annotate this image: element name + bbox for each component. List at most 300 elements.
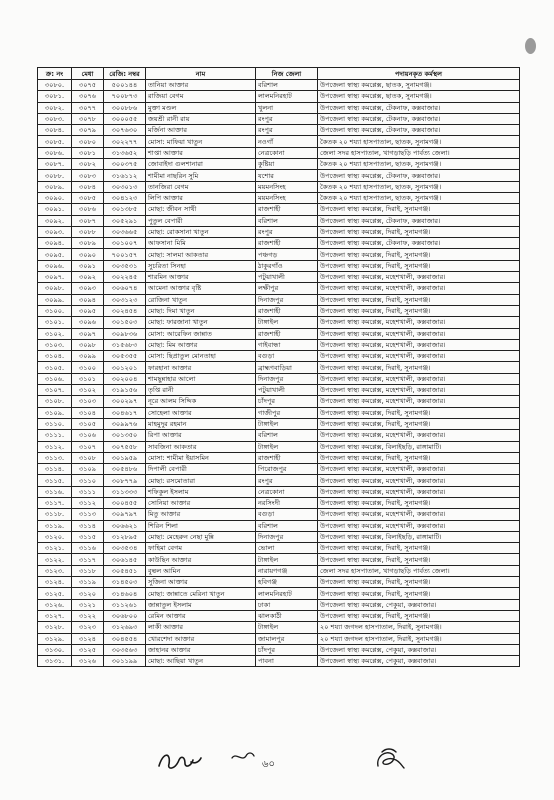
table-row xyxy=(38,407,520,418)
name-cell: মোছা: জান্নাতে মেরিনা খাতুন xyxy=(146,588,256,599)
serial-cell: ৩০৮৯. xyxy=(38,181,72,192)
registration-cell: ৩০১০০৭ xyxy=(104,238,146,249)
registration-cell: ৩০৫৪৮৬ xyxy=(104,464,146,475)
table-row xyxy=(38,531,520,542)
name-cell: বুল্বল আমিন xyxy=(146,565,256,576)
serial-cell: ৩১২৩. xyxy=(38,565,72,576)
merit-cell: ৩০৮৫ xyxy=(72,192,104,203)
merit-cell: ৩১১৩ xyxy=(72,509,104,520)
registration-cell: ৩০০২৯৭ xyxy=(104,396,146,407)
merit-cell: ৩১০৬ xyxy=(72,430,104,441)
registration-cell: ৩০০০৫৫ xyxy=(104,113,146,124)
registration-cell: ৩০৬৬২১ xyxy=(104,520,146,531)
table-row xyxy=(38,577,520,588)
merit-cell: ৩১১৮ xyxy=(72,565,104,576)
district-cell: নেত্রকোনা xyxy=(256,486,318,497)
table-row xyxy=(38,238,520,249)
table-row xyxy=(38,181,520,192)
district-cell: যশোর xyxy=(256,170,318,181)
table-row xyxy=(38,475,520,486)
serial-cell: ৩০৯৬. xyxy=(38,260,72,271)
serial-cell: ৩০৯২. xyxy=(38,215,72,226)
merit-cell: ৩১০২ xyxy=(72,385,104,396)
posting-cell: উপজেলা স্বাস্থ্য কমপ্লেক্স, মহেশখালী, কক্সবাজার। xyxy=(318,385,520,396)
table-row xyxy=(38,159,520,170)
district-cell: টাঙ্গাইল xyxy=(256,317,318,328)
merit-cell: ৩০৮৬ xyxy=(72,204,104,215)
district-cell: বরিশাল xyxy=(256,520,318,531)
name-cell: জাহানর আক্তার xyxy=(146,644,256,655)
posting-cell: উপজেলা স্বাস্থ্য কমপ্লেক্স, টেকনাফ, কক্সবাজার। xyxy=(318,102,520,113)
table-row xyxy=(38,226,520,237)
table-row xyxy=(38,464,520,475)
district-cell: ব্রাহ্মণবাড়িয়া xyxy=(256,362,318,373)
serial-cell: ৩১৩০. xyxy=(38,644,72,655)
merit-cell: ৩১১০ xyxy=(72,475,104,486)
serial-cell: ৩০৮৬. xyxy=(38,147,72,158)
merit-cell: ৩১১৯ xyxy=(72,577,104,588)
district-cell: পঞ্চগড় xyxy=(256,249,318,260)
district-cell: রাজশাহী xyxy=(256,328,318,339)
name-cell: পুতুল বেপারী xyxy=(146,215,256,226)
posting-cell: কৈতক ২০ শয্যা হাসপাতাল, ছাতক, সুনামগঞ্জ। xyxy=(318,181,520,192)
registration-cell: ৩০৫৩৫৫ xyxy=(104,351,146,362)
name-cell: মাহমুদুর রহমান xyxy=(146,418,256,429)
name-cell: রিপা আক্তার xyxy=(146,430,256,441)
posting-cell: উপজেলা স্বাস্থ্য কমপ্লেক্স, দিরাই, সুনামগঞ্জ। xyxy=(318,588,520,599)
registration-cell: ৩০৯৮৩৬ xyxy=(104,328,146,339)
serial-cell: ৩১১০. xyxy=(38,418,72,429)
name-cell: মোছা: আছিয়া খাতুন xyxy=(146,656,256,667)
serial-cell: ৩১২০. xyxy=(38,531,72,542)
serial-cell: ৩১১৭. xyxy=(38,497,72,508)
name-cell: মোসা: মাফিয়া খাতুন xyxy=(146,136,256,147)
header-registration: রেজি: নম্বর xyxy=(104,68,146,80)
serial-cell: ৩১০৬. xyxy=(38,373,72,384)
registration-cell: ৩০২০০৪ xyxy=(104,373,146,384)
table-row xyxy=(38,283,520,294)
registration-cell: ৩০২২৪৫ xyxy=(104,272,146,283)
merit-cell: ৩১১২ xyxy=(72,497,104,508)
district-cell: নওগাঁ xyxy=(256,136,318,147)
merit-cell: ৩০৯২ xyxy=(72,272,104,283)
merit-cell: ৩১০০ xyxy=(72,362,104,373)
table-row xyxy=(38,543,520,554)
registration-cell: ৩০০৩৭৫ xyxy=(104,159,146,170)
district-cell: রংপুর xyxy=(256,226,318,237)
merit-cell: ৩০৯৯ xyxy=(72,351,104,362)
table-row xyxy=(38,351,520,362)
serial-cell: ৩১২২. xyxy=(38,554,72,565)
merit-cell: ৩০৯৬ xyxy=(72,317,104,328)
name-cell: খোরশেদা আক্তার xyxy=(146,633,256,644)
name-cell: শারমিন আক্তার xyxy=(146,272,256,283)
posting-cell: উপজেলা স্বাস্থ্য কমপ্লেক্স, ছাতক, সুনামগঞ্জ। xyxy=(318,80,520,91)
posting-cell: উপজেলা স্বাস্থ্য কমপ্লেক্স, মহেশখালী, কক্সবাজার। xyxy=(318,464,520,475)
table-row xyxy=(38,272,520,283)
table-row xyxy=(38,441,520,452)
district-cell: ঝালকাঠী xyxy=(256,610,318,621)
merit-cell: ৩০৭৫ xyxy=(72,80,104,91)
merit-cell: ৩১০৭ xyxy=(72,441,104,452)
serial-cell: ৩১১৩. xyxy=(38,452,72,463)
name-cell: মোছা: ফারজানা খাতুন xyxy=(146,317,256,328)
district-cell: ভোলা xyxy=(256,543,318,554)
table-row xyxy=(38,328,520,339)
serial-cell: ৩১২৭. xyxy=(38,610,72,621)
name-cell: রাজিয়া বেগম xyxy=(146,91,256,102)
header-home-district: নিজ জেলা xyxy=(256,68,318,80)
table-row xyxy=(38,373,520,384)
merit-cell: ৩১২১ xyxy=(72,599,104,610)
left-signature xyxy=(155,748,205,774)
header-name: নাম xyxy=(146,68,256,80)
registration-cell: ৩১২৮৯৫ xyxy=(104,531,146,542)
registration-cell: ৩০১৩৮৫ xyxy=(104,204,146,215)
serial-cell: ৩০৮৪. xyxy=(38,125,72,136)
posting-cell: কৈতক ২০ শয্যা হাসপাতাল, ছাতক, সুনামগঞ্জ। xyxy=(318,159,520,170)
district-cell: রংপুর xyxy=(256,125,318,136)
posting-cell: জেলা সদর হাসপাতাল, খাগড়াছড়ি পার্বত্য জেলা। xyxy=(318,565,520,576)
posting-cell: উপজেলা স্বাস্থ্য কমপ্লেক্স, টেকনাফ, কক্সবাজার। xyxy=(318,215,520,226)
table-row xyxy=(38,430,520,441)
registration-cell: ৩১১৩৩৩ xyxy=(104,486,146,497)
posting-cell: কৈতক ২০ শয্যা হাসপাতাল, ছাতক, সুনামগঞ্জ। xyxy=(318,192,520,203)
name-cell: মোসা: আরেফিন জান্নাত xyxy=(146,328,256,339)
posting-cell: উপজেলা স্বাস্থ্য কমপ্লেক্স, মহেশখালী, কক্সবাজার। xyxy=(318,283,520,294)
table-row xyxy=(38,656,520,667)
posting-cell: ২০ শয্যা জগদল হাসপাতাল, দিরাই, সুনামগঞ্জ। xyxy=(318,633,520,644)
registration-cell: ৩০৪৫৫৪ xyxy=(104,633,146,644)
registration-cell: ৩০৩৬৬৫ xyxy=(104,226,146,237)
registration-cell: ৩০৯৭৯৭ xyxy=(104,509,146,520)
merit-cell: ৩০৮৭ xyxy=(72,215,104,226)
serial-cell: ৩১৩১. xyxy=(38,656,72,667)
district-cell: দিনাজপুর xyxy=(256,373,318,384)
registration-cell: ৩০৬৮০০ xyxy=(104,610,146,621)
posting-cell: উপজেলা স্বাস্থ্য কমপ্লেক্স, দিরাই, সুনামগঞ্জ। xyxy=(318,543,520,554)
table-row xyxy=(38,418,520,429)
posting-cell: উপজেলা স্বাস্থ্য কমপ্লেক্স, মহেশখালী, কক্সবাজার। xyxy=(318,317,520,328)
page-number-scribble xyxy=(228,744,264,766)
table-row xyxy=(38,452,520,463)
merit-cell: ৩০৭৮ xyxy=(72,113,104,124)
serial-cell: ৩১২৬. xyxy=(38,599,72,610)
merit-cell: ৩১০৩ xyxy=(72,396,104,407)
district-cell: রাজশাহী xyxy=(256,305,318,316)
district-cell: দিনাজপুর xyxy=(256,294,318,305)
registration-cell: ৩০৩৫৬৩ xyxy=(104,644,146,655)
serial-cell: ৩১০৮. xyxy=(38,396,72,407)
merit-cell: ৩০৮৯ xyxy=(72,238,104,249)
posting-cell: উপজেলা স্বাস্থ্য কমপ্লেক্স, দিরাই, সুনামগঞ্জ। xyxy=(318,407,520,418)
district-cell: টাঙ্গাইল xyxy=(256,622,318,633)
registration-cell: ৩০১২০১ xyxy=(104,362,146,373)
name-cell: দিপালী বেপারী xyxy=(146,464,256,475)
table-row xyxy=(38,102,520,113)
serial-cell: ৩০৯৪. xyxy=(38,238,72,249)
registration-cell: ৩০৪১২৩ xyxy=(104,192,146,203)
district-cell: চাঁদপুর xyxy=(256,396,318,407)
district-cell: দিনাজপুর xyxy=(256,531,318,542)
district-cell: বগুড়া xyxy=(256,351,318,362)
serial-cell: ৩১০১. xyxy=(38,317,72,328)
name-cell: মোছা: মেহেরুন নেছা মুন্নি xyxy=(146,531,256,542)
table-row xyxy=(38,91,520,102)
serial-cell: ৩০৮১. xyxy=(38,91,72,102)
merit-cell: ৩১০৯ xyxy=(72,464,104,475)
posting-cell: উপজেলা স্বাস্থ্য কমপ্লেক্স, দিরাই, সুনামগঞ্জ। xyxy=(318,497,520,508)
table-row xyxy=(38,486,520,497)
name-cell: মোছা: মিম আক্তার xyxy=(146,339,256,350)
table-row xyxy=(38,305,520,316)
registration-cell: ৩০৭৬৩০ xyxy=(104,125,146,136)
serial-cell: ৩১০২. xyxy=(38,328,72,339)
name-cell: শাপ্তা আক্তার xyxy=(146,147,256,158)
merit-cell: ৩০৯৫ xyxy=(72,305,104,316)
registration-cell: ৩০৮৭৭৯ xyxy=(104,475,146,486)
serial-cell: ৩১১৫. xyxy=(38,475,72,486)
merit-cell: ৩১১৭ xyxy=(72,554,104,565)
district-cell: পটুয়াখালী xyxy=(256,385,318,396)
merit-cell: ৩০৯৪ xyxy=(72,294,104,305)
table-row xyxy=(38,192,520,203)
name-cell: তৃপ্তি রানী xyxy=(146,385,256,396)
table-row xyxy=(38,317,520,328)
registration-cell: ৩০০৮৮৬ xyxy=(104,102,146,113)
name-cell: মোসা: ছিপ্রাতুল মোনতাহা xyxy=(146,351,256,362)
registration-cell: ৩০৩০১৩ xyxy=(104,181,146,192)
posting-cell: উপজেলা স্বাস্থ্য কমপ্লেক্স, দিরাই, সুনামগঞ্জ। xyxy=(318,260,520,271)
name-cell: মোছা: রোকসানা খাতুন xyxy=(146,226,256,237)
merit-cell: ৩০৭৭ xyxy=(72,102,104,113)
table-row xyxy=(38,260,520,271)
table-row xyxy=(38,249,520,260)
posting-cell: উপজেলা স্বাস্থ্য কমপ্লেক্স, দিরাই, সুনামগঞ্জ। xyxy=(318,249,520,260)
posting-cell: উপজেলা স্বাস্থ্য কমপ্লেক্স, পেকুয়া, কক্সবাজার। xyxy=(318,656,520,667)
table-row xyxy=(38,520,520,531)
name-cell: মুক্তা মণ্ডল xyxy=(146,102,256,113)
merit-cell: ৩০৮৪ xyxy=(72,181,104,192)
district-cell: টাঙ্গাইল xyxy=(256,441,318,452)
merit-cell: ৩১১৪ xyxy=(72,520,104,531)
name-cell: জান্নাতুল ইসলাম xyxy=(146,599,256,610)
registration-cell: ৩০১১৯৯ xyxy=(104,656,146,667)
posting-cell: উপজেলা স্বাস্থ্য কমপ্লেক্স, মহেশখালী, কক্সবাজার। xyxy=(318,475,520,486)
registration-cell: ৩০৩৫৩১ xyxy=(104,260,146,271)
serial-cell: ৩০৮৭. xyxy=(38,159,72,170)
registration-cell: ৩১৪৫০৩ xyxy=(104,577,146,588)
registration-cell: ৩০১৯৫৯ xyxy=(104,452,146,463)
posting-cell: উপজেলা স্বাস্থ্য কমপ্লেক্স, দিরাই, সুনামগঞ্জ। xyxy=(318,577,520,588)
merit-cell: ৩১২৩ xyxy=(72,622,104,633)
district-cell: লালমনিরহাট xyxy=(256,588,318,599)
district-cell: চাঁদপুর xyxy=(256,644,318,655)
district-cell: নারায়ণগঞ্জ xyxy=(256,565,318,576)
name-cell: রেমিন আক্তার xyxy=(146,610,256,621)
district-cell: রাজশাহী xyxy=(256,238,318,249)
posting-cell: উপজেলা স্বাস্থ্য কমপ্লেক্স, দিরাই, সুনামগঞ্জ। xyxy=(318,452,520,463)
table-row xyxy=(38,554,520,565)
serial-cell: ৩১২৪. xyxy=(38,577,72,588)
table-row xyxy=(38,599,520,610)
merit-cell: ৩০৯৩ xyxy=(72,283,104,294)
registration-cell: ৩০৫২৯১ xyxy=(104,215,146,226)
serial-cell: ৩০৯৫. xyxy=(38,249,72,260)
district-cell: পটুয়াখালী xyxy=(256,272,318,283)
name-cell: মোছা: জীবন সাথী xyxy=(146,204,256,215)
serial-cell: ৩১১২. xyxy=(38,441,72,452)
serial-cell: ৩১১৯. xyxy=(38,520,72,531)
registration-cell: ৩০১৫০৩ xyxy=(104,317,146,328)
district-cell: গাইবান্ধা xyxy=(256,339,318,350)
posting-cell: উপজেলা স্বাস্থ্য কমপ্লেক্স, দিরাই, সুনামগঞ্জ। xyxy=(318,554,520,565)
serial-cell: ৩০৮৩. xyxy=(38,113,72,124)
posting-cell: উপজেলা স্বাস্থ্য কমপ্লেক্স, দিরাই, সুনামগঞ্জ। xyxy=(318,226,520,237)
serial-cell: ৩০৯৯. xyxy=(38,294,72,305)
registration-cell: ৩১৬১১২ xyxy=(104,170,146,181)
posting-cell: কৈতক ২০ শয্যা হাসপাতাল, ছাতক, সুনামগঞ্জ। xyxy=(318,136,520,147)
posting-cell: উপজেলা স্বাস্থ্য কমপ্লেক্স, মহেশখালী, কক্সবাজার। xyxy=(318,430,520,441)
district-cell: ময়মনসিংহ xyxy=(256,181,318,192)
posting-cell: উপজেলা স্বাস্থ্য কমপ্লেক্স, টেকনাফ, কক্সবাজার। xyxy=(318,113,520,124)
posting-cell: উপজেলা স্বাস্থ্য কমপ্লেক্স, মহেশখালী, কক্সবাজার। xyxy=(318,272,520,283)
district-cell: নেত্রকোনা xyxy=(256,147,318,158)
table-row xyxy=(38,633,520,644)
posting-cell: উপজেলা স্বাস্থ্য কমপ্লেক্স, ছাতক, সুনামগঞ্জ। xyxy=(318,91,520,102)
name-cell: মোসা: শামীমা ইয়াসমিন xyxy=(146,452,256,463)
merit-cell: ৩১২৪ xyxy=(72,633,104,644)
table-row xyxy=(38,588,520,599)
table-row xyxy=(38,80,520,91)
name-cell: তানিয়া আক্তার xyxy=(146,80,256,91)
name-cell: মর্জিনা আক্তার xyxy=(146,125,256,136)
name-cell: জয়শ্রী রানী রায় xyxy=(146,113,256,124)
merit-cell: ৩০৮১ xyxy=(72,147,104,158)
registration-cell: ৭০০৮৭৩ xyxy=(104,91,146,102)
serial-cell: ৩১০০. xyxy=(38,305,72,316)
name-cell: শফিকুল ইসলাম xyxy=(146,486,256,497)
district-cell: রাজশাহী xyxy=(256,452,318,463)
table-row xyxy=(38,136,520,147)
merit-cell: ৩১১৬ xyxy=(72,543,104,554)
registration-cell: ৩০৫৪৫১ xyxy=(104,565,146,576)
header-serial: ক্র: নং xyxy=(38,68,72,80)
serial-cell: ৩১০৭. xyxy=(38,385,72,396)
name-cell: লাকী আক্তার xyxy=(146,622,256,633)
name-cell: সাবজিনা আকতার xyxy=(146,441,256,452)
merit-cell: ৩০৯৭ xyxy=(72,328,104,339)
name-cell: সুচরিতা সিনহা xyxy=(146,260,256,271)
name-cell: সোনিয়া আক্তার xyxy=(146,497,256,508)
table-row xyxy=(38,294,520,305)
registration-cell: ৩০২৪৫৪ xyxy=(104,305,146,316)
table-body xyxy=(38,80,520,667)
posting-cell: উপজেলা স্বাস্থ্য কমপ্লেক্স, দিরাই, সুনামগঞ্জ। xyxy=(318,204,520,215)
merit-cell: ৩০৮৮ xyxy=(72,226,104,237)
registration-cell: ৫০০১৪৪ xyxy=(104,80,146,91)
posting-cell: উপজেলা স্বাস্থ্য কমপ্লেক্স, দিরাই, সুনামগঞ্জ। xyxy=(318,362,520,373)
name-cell: আফসানা মিমি xyxy=(146,238,256,249)
registration-cell: ৩১১২৬১ xyxy=(104,599,146,610)
district-cell: বরিশাল xyxy=(256,215,318,226)
table-header-row xyxy=(38,68,520,80)
table-row xyxy=(38,204,520,215)
registration-cell: ৩১৯১৫৬ xyxy=(104,385,146,396)
district-cell: গাজীপুর xyxy=(256,407,318,418)
merit-cell: ৩০৭৬ xyxy=(72,91,104,102)
registration-cell: ৩১৪৬০৪ xyxy=(104,588,146,599)
serial-cell: ৩০৯০. xyxy=(38,192,72,203)
posting-cell: উপজেলা স্বাস্থ্য কমপ্লেক্স, বিলাইছড়ি, রাঙ্গামাটি। xyxy=(318,531,520,542)
registration-cell: ৩০১৩৫০ xyxy=(104,430,146,441)
district-cell: হবিগঞ্জ xyxy=(256,577,318,588)
name-cell: লিপি আক্তার xyxy=(146,192,256,203)
registration-cell: ৩০৯৯৭৬ xyxy=(104,418,146,429)
serial-cell: ৩১১৮. xyxy=(38,509,72,520)
district-cell: পাবনা xyxy=(256,656,318,667)
posting-cell: উপজেলা স্বাস্থ্য কমপ্লেক্স, পেকুয়া, কক্সবাজার। xyxy=(318,644,520,655)
serial-cell: ৩১০৪. xyxy=(38,351,72,362)
serial-cell: ৩১২৯. xyxy=(38,633,72,644)
registration-cell: ৩০৭৫৫৮ xyxy=(104,441,146,452)
serial-cell: ৩১২৫. xyxy=(38,588,72,599)
table-row xyxy=(38,215,520,226)
registration-cell: ৩০৩১২৩ xyxy=(104,294,146,305)
merit-cell: ৩১০৫ xyxy=(72,418,104,429)
table-row xyxy=(38,644,520,655)
name-cell: নূরে আলম সিদ্দিক xyxy=(146,396,256,407)
name-cell: সুজিনা আক্তার xyxy=(146,577,256,588)
merit-cell: ৩০৯১ xyxy=(72,260,104,271)
name-cell: ফাহিমা বেগম xyxy=(146,543,256,554)
district-cell: বগুড়া xyxy=(256,509,318,520)
page-number: ৬০ xyxy=(262,759,276,770)
serial-cell: ৩১১১. xyxy=(38,430,72,441)
serial-cell: ৩০৮৫. xyxy=(38,136,72,147)
serial-cell: ৩০৯৭. xyxy=(38,272,72,283)
name-cell: জোবাইদা গুলশানারা xyxy=(146,159,256,170)
table-row xyxy=(38,113,520,124)
district-cell: টাঙ্গাইল xyxy=(256,418,318,429)
merit-cell: ৩১২৬ xyxy=(72,656,104,667)
merit-cell: ৩১০৮ xyxy=(72,452,104,463)
registration-cell: ৩০৬১৪৫ xyxy=(104,554,146,565)
table-row xyxy=(38,509,520,520)
posting-cell: উপজেলা স্বাস্থ্য কমপ্লেক্স, মহেশখালী, কক্সবাজার। xyxy=(318,486,520,497)
name-cell: কাউছিন আক্তার xyxy=(146,554,256,565)
name-cell: আমেনা আক্তার বৃষ্টি xyxy=(146,283,256,294)
posting-cell: উপজেলা স্বাস্থ্য কমপ্লেক্স, মহেশখালী, কক্সবাজার। xyxy=(318,509,520,520)
right-signature xyxy=(372,746,408,774)
posting-cell: উপজেলা স্বাস্থ্য কমপ্লেক্স, মহেশখালী, কক্সবাজার। xyxy=(318,520,520,531)
district-cell: লালমনিরহাট xyxy=(256,91,318,102)
signature-footer xyxy=(0,740,554,790)
merit-cell: ৩০৮০ xyxy=(72,136,104,147)
table-row xyxy=(38,170,520,181)
posting-table xyxy=(37,67,520,667)
registration-cell: ৩১২৬৯৩ xyxy=(104,622,146,633)
name-cell: মোছা: রসমোতারা xyxy=(146,475,256,486)
merit-cell: ৩১০১ xyxy=(72,373,104,384)
district-cell: জামালপুর xyxy=(256,633,318,644)
merit-cell: ৩১১৫ xyxy=(72,531,104,542)
serial-cell: ৩০৯৮. xyxy=(38,283,72,294)
posting-cell: উপজেলা স্বাস্থ্য কমপ্লেক্স, দিরাই, সুনামগঞ্জ। xyxy=(318,418,520,429)
registration-cell: ৩০২২৭৭ xyxy=(104,136,146,147)
district-cell: ঢাকা xyxy=(256,599,318,610)
district-cell: রংপুর xyxy=(256,113,318,124)
